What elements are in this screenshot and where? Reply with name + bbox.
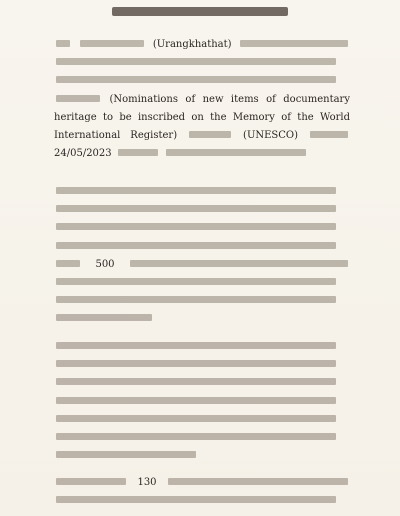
- unreadable-text: [56, 223, 336, 230]
- paragraph-2: [54, 183, 350, 328]
- paragraph-1: [54, 36, 350, 173]
- unreadable-text: [130, 260, 348, 267]
- heading-area: [0, 0, 400, 22]
- unreadable-text: [166, 149, 306, 156]
- participant-count-text: 130: [137, 477, 157, 488]
- unreadable-text: [189, 131, 231, 138]
- unreadable-text: [56, 433, 336, 440]
- unreadable-text: [56, 76, 336, 83]
- unreadable-text: [56, 205, 336, 212]
- organization-text: (UNESCO): [243, 130, 299, 142]
- unreadable-text: [80, 40, 144, 47]
- unreadable-text: [56, 278, 336, 285]
- paragraph-4: [54, 474, 350, 516]
- unreadable-text: [56, 40, 70, 47]
- unreadable-text: [56, 58, 336, 65]
- unreadable-text: [56, 342, 336, 349]
- unreadable-text: [56, 397, 336, 404]
- unreadable-text: [56, 496, 336, 503]
- unreadable-text: [56, 95, 100, 102]
- transliteration-text: (Urangkhathat): [152, 39, 232, 50]
- unreadable-text: [56, 378, 336, 385]
- unreadable-text: [56, 260, 80, 267]
- unreadable-text: [310, 131, 348, 138]
- unreadable-text: [56, 242, 336, 249]
- unreadable-text: [56, 360, 336, 367]
- unreadable-text: [240, 40, 348, 47]
- unreadable-heading: [112, 7, 288, 16]
- decision-date-text: 24/05/2023: [54, 148, 112, 160]
- unreadable-text: [118, 149, 158, 156]
- unreadable-text: [56, 451, 196, 458]
- unreadable-text: [56, 415, 336, 422]
- register-name-text: (Nominations of new items of documentary heritage to be inscribed on the Memory of the World International Register): [54, 93, 350, 142]
- unreadable-text: [56, 314, 152, 321]
- unreadable-text: [56, 296, 336, 303]
- unreadable-text: [56, 187, 336, 194]
- paragraph-3: [54, 338, 350, 464]
- age-years-text: 500: [95, 258, 115, 270]
- unreadable-text: [56, 478, 126, 485]
- unreadable-text: [168, 478, 348, 485]
